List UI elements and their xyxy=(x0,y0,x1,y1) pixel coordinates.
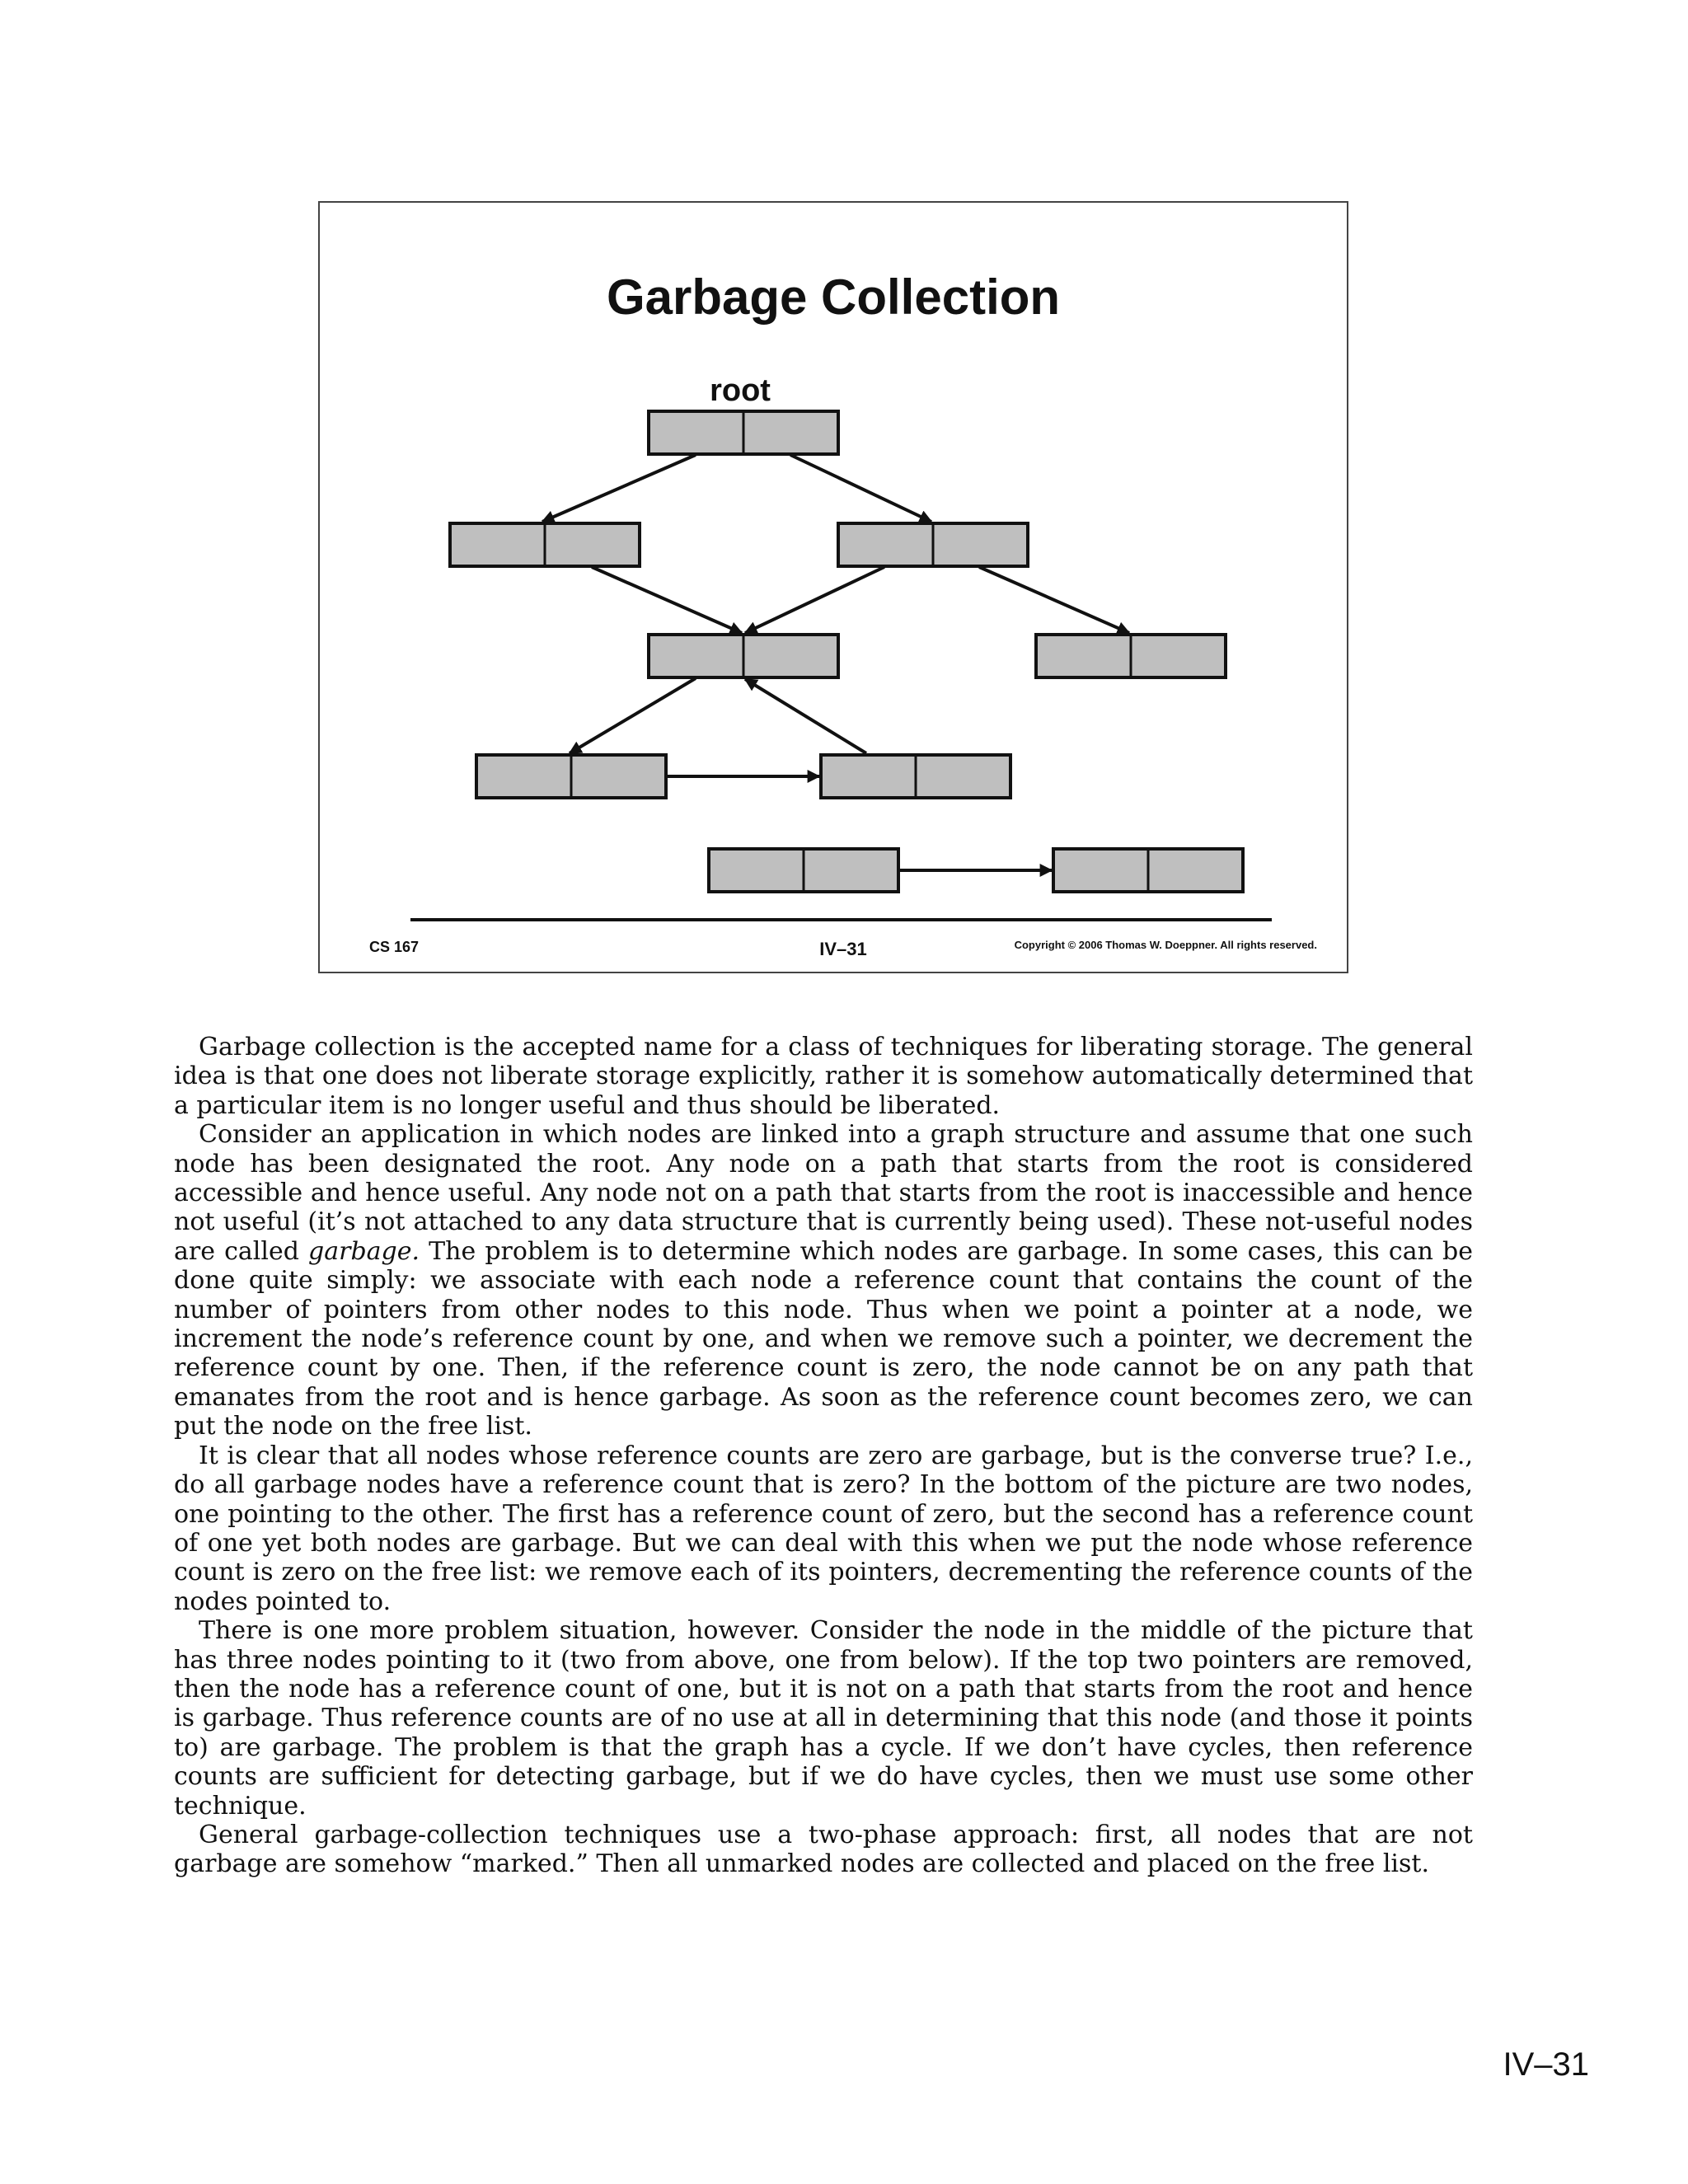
pointer-right-to-far-right xyxy=(979,567,1129,633)
paragraph-2 xyxy=(174,1120,1473,1441)
slide-number: IV–31 xyxy=(819,939,867,959)
node-lower-left xyxy=(476,755,666,798)
pointer-lower-right-to-middle xyxy=(745,679,866,753)
node-root xyxy=(649,411,838,454)
paragraph-3: It is clear that all nodes whose reference counts are zero are garbage, but is the converse true? I.e., do all garbage nodes have a reference count that is zero? In the bottom of the picture are two nodes, one pointing to the other. The first has a reference count of zero, but the second has a reference count of one yet both nodes are garbage. But we can deal with this when we put the node whose reference count is zero on the free list: we remove each of its pointers, decrementing the reference counts of the nodes pointed to. xyxy=(174,1441,1473,1616)
paragraph-2-part-1: Consider an application in which nodes are linked into a graph structure and assume that one such node has been designated the root. Any node on a path that starts from the root is considered accessible and hence useful. Any node not on a path that starts from the root is inaccessible and hence not useful (it’s not attached to any data structure that is currently being used). These not-useful nodes are called xyxy=(174,1120,1473,1266)
root-label: root xyxy=(710,373,771,408)
node-garbage-first xyxy=(709,849,898,892)
slide xyxy=(318,201,1348,973)
pointer-right-to-middle xyxy=(745,567,884,633)
paragraph-5: General garbage-collection techniques use a two-phase approach: first, all nodes that are not garbage are somehow “marked.” Then all unmarked nodes are collected and placed on the free list. xyxy=(174,1820,1473,1879)
node-lower-right xyxy=(821,755,1010,798)
page-number: IV–31 xyxy=(1503,2046,1589,2083)
node-right-upper xyxy=(838,523,1028,566)
graph-diagram xyxy=(320,203,1350,975)
pointer-root-to-right xyxy=(790,455,931,522)
paragraph-4: There is one more problem situation, however. Consider the node in the middle of the picture that has three nodes pointing to it (two from above, one from below). If the top two pointers are removed, then the node has a reference count of one, but it is not on a path that starts from the root and hence is garbage. Thus reference counts are of no use at all in determining that this node (and those it points to) are garbage. The problem is that the graph has a cycle. If we don’t have cycles, then reference counts are sufficient for detecting garbage, but if we do have cycles, then we must use some other technique. xyxy=(174,1616,1473,1821)
node-middle xyxy=(649,635,838,677)
paragraph-2-part-2: The problem is to determine which nodes are garbage. In some cases, this can be done quite simply: we associate with each node a reference count that contains the count of the number of pointers from other nodes to this node. Thus when we point a pointer at a node, we increment the node’s reference count by one, and when we remove such a pointer, we decrement the reference count by one. Then, if the reference count is zero, the node cannot be on any path that emanates from the root and is hence garbage. As soon as the reference count becomes zero, we can put the node on the free list. xyxy=(174,1236,1474,1441)
pointer-root-to-left xyxy=(542,455,696,522)
node-left-upper xyxy=(450,523,640,566)
node-far-right xyxy=(1036,635,1226,677)
copyright-notice: Copyright © 2006 Thomas W. Doeppner. All rights reserved. xyxy=(1014,939,1317,951)
slide-footer-rule xyxy=(410,918,1272,921)
paragraph-1: Garbage collection is the accepted name for a class of techniques for liberating storage. The general idea is that one does not liberate storage explicitly, rather it is somehow automatically determined that a particular item is no longer useful and thus should be liberated. xyxy=(174,1033,1473,1120)
garbage-emphasis: garbage. xyxy=(308,1236,420,1266)
node-garbage-second xyxy=(1053,849,1243,892)
pointer-middle-to-lower-left xyxy=(570,678,696,753)
slide-title: Garbage Collection xyxy=(606,269,1061,325)
course-label: CS 167 xyxy=(369,939,420,955)
body-text xyxy=(174,1033,1473,1879)
pointer-left-to-middle xyxy=(592,567,742,633)
